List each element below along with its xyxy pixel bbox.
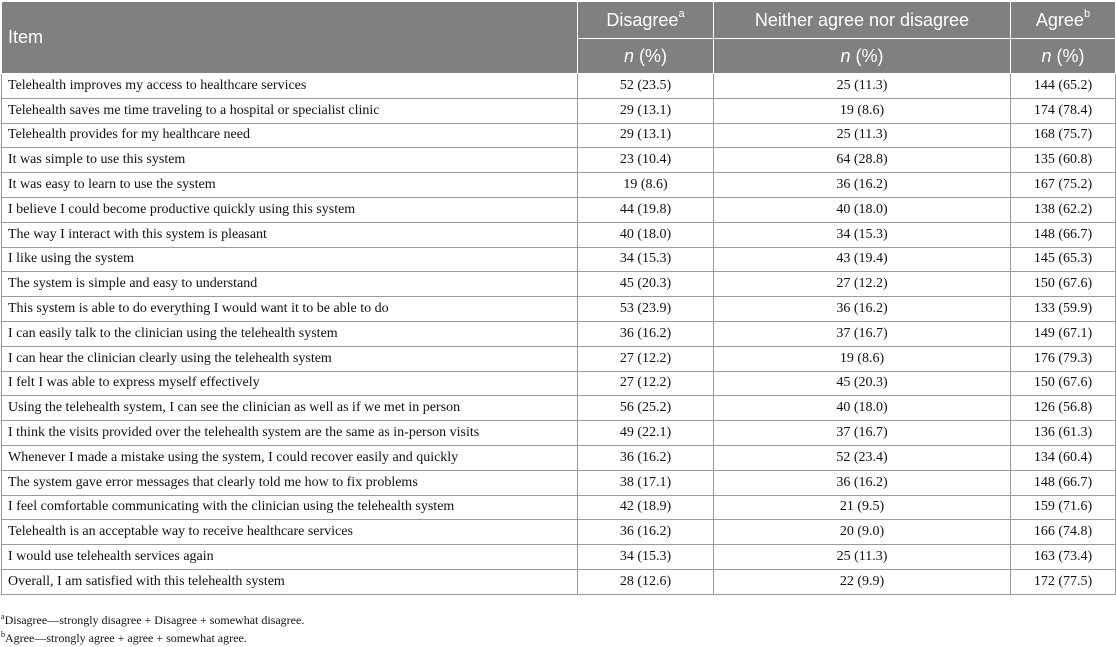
row-neither-cell: 52 (23.4) [714, 445, 1011, 470]
row-item-cell: It was easy to learn to use the system [2, 173, 578, 198]
table-row [2, 173, 1116, 198]
row-item-cell: I can hear the clinician clearly using the telehealth system [2, 346, 578, 371]
row-agree-cell: 150 (67.6) [1011, 371, 1116, 396]
row-neither-cell: 25 (11.3) [714, 545, 1011, 570]
row-neither-cell: 25 (11.3) [714, 123, 1011, 148]
row-agree-cell: 144 (65.2) [1011, 74, 1116, 99]
table-row [2, 470, 1116, 495]
subheader-agree: n (%) [1011, 39, 1116, 74]
row-disagree-cell: 19 (8.6) [578, 173, 714, 198]
row-disagree-cell: 36 (16.2) [578, 321, 714, 346]
row-agree-cell: 176 (79.3) [1011, 346, 1116, 371]
row-item-cell: I can easily talk to the clinician using the telehealth system [2, 321, 578, 346]
row-disagree-cell: 34 (15.3) [578, 247, 714, 272]
row-agree-cell: 149 (67.1) [1011, 321, 1116, 346]
subheader-neither: n (%) [714, 39, 1011, 74]
row-item-cell: I believe I could become productive quickly using this system [2, 197, 578, 222]
row-agree-cell: 133 (59.9) [1011, 297, 1116, 322]
table-row [2, 272, 1116, 297]
header-row [2, 2, 1116, 39]
row-disagree-cell: 36 (16.2) [578, 445, 714, 470]
row-neither-cell: 36 (16.2) [714, 173, 1011, 198]
row-disagree-cell: 27 (12.2) [578, 371, 714, 396]
row-item-cell: I like using the system [2, 247, 578, 272]
row-agree-cell: 138 (62.2) [1011, 197, 1116, 222]
table-row [2, 247, 1116, 272]
row-item-cell: Telehealth is an acceptable way to receive healthcare services [2, 520, 578, 545]
row-item-cell: The system is simple and easy to understand [2, 272, 578, 297]
header-agree: Agree$^b$ [1011, 2, 1116, 39]
row-item-cell: I felt I was able to express myself effectively [2, 371, 578, 396]
footnote-a: $^a$Disagree—strongly disagree + Disagree + somewhat disagree. [1, 612, 305, 627]
results-table-container [1, 1, 1115, 595]
row-disagree-cell: 44 (19.8) [578, 197, 714, 222]
row-neither-cell: 22 (9.9) [714, 569, 1011, 594]
row-item-cell: Using the telehealth system, I can see the clinician as well as if we met in person [2, 396, 578, 421]
row-disagree-cell: 53 (23.9) [578, 297, 714, 322]
results-table [1, 1, 1116, 595]
row-neither-cell: 21 (9.5) [714, 495, 1011, 520]
row-item-cell: I would use telehealth services again [2, 545, 578, 570]
row-agree-cell: 148 (66.7) [1011, 470, 1116, 495]
row-disagree-cell: 52 (23.5) [578, 74, 714, 99]
row-neither-cell: 40 (18.0) [714, 396, 1011, 421]
table-row [2, 197, 1116, 222]
row-item-cell: The system gave error messages that clearly told me how to fix problems [2, 470, 578, 495]
row-neither-cell: 37 (16.7) [714, 421, 1011, 446]
table-row [2, 371, 1116, 396]
row-neither-cell: 25 (11.3) [714, 74, 1011, 99]
table-row [2, 520, 1116, 545]
row-agree-cell: 145 (65.3) [1011, 247, 1116, 272]
row-disagree-cell: 36 (16.2) [578, 520, 714, 545]
row-agree-cell: 163 (73.4) [1011, 545, 1116, 570]
row-disagree-cell: 42 (18.9) [578, 495, 714, 520]
row-agree-cell: 148 (66.7) [1011, 222, 1116, 247]
row-neither-cell: 36 (16.2) [714, 470, 1011, 495]
row-item-cell: I think the visits provided over the telehealth system are the same as in-person visits [2, 421, 578, 446]
row-disagree-cell: 27 (12.2) [578, 346, 714, 371]
row-neither-cell: 64 (28.8) [714, 148, 1011, 173]
row-agree-cell: 134 (60.4) [1011, 445, 1116, 470]
row-item-cell: This system is able to do everything I would want it to be able to do [2, 297, 578, 322]
row-disagree-cell: 34 (15.3) [578, 545, 714, 570]
table-row [2, 445, 1116, 470]
header-disagree: Disagree$^a$ [578, 2, 714, 39]
row-agree-cell: 150 (67.6) [1011, 272, 1116, 297]
row-item-cell: I feel comfortable communicating with the clinician using the telehealth system [2, 495, 578, 520]
table-body [2, 74, 1116, 595]
table-row [2, 569, 1116, 594]
row-neither-cell: 19 (8.6) [714, 98, 1011, 123]
row-disagree-cell: 23 (10.4) [578, 148, 714, 173]
row-neither-cell: 34 (15.3) [714, 222, 1011, 247]
table-row [2, 123, 1116, 148]
table-row [2, 98, 1116, 123]
row-agree-cell: 168 (75.7) [1011, 123, 1116, 148]
row-agree-cell: 135 (60.8) [1011, 148, 1116, 173]
footnote-b: $^b$Agree—strongly agree + agree + somewhat agree. [1, 630, 247, 645]
row-neither-cell: 45 (20.3) [714, 371, 1011, 396]
row-disagree-cell: 38 (17.1) [578, 470, 714, 495]
table-row [2, 421, 1116, 446]
table-row [2, 346, 1116, 371]
row-disagree-cell: 29 (13.1) [578, 123, 714, 148]
row-neither-cell: 40 (18.0) [714, 197, 1011, 222]
row-agree-cell: 159 (71.6) [1011, 495, 1116, 520]
row-disagree-cell: 56 (25.2) [578, 396, 714, 421]
header-item: Item [2, 2, 578, 74]
row-agree-cell: 126 (56.8) [1011, 396, 1116, 421]
row-agree-cell: 172 (77.5) [1011, 569, 1116, 594]
row-neither-cell: 20 (9.0) [714, 520, 1011, 545]
row-disagree-cell: 29 (13.1) [578, 98, 714, 123]
table-row [2, 297, 1116, 322]
row-neither-cell: 36 (16.2) [714, 297, 1011, 322]
row-item-cell: Telehealth saves me time traveling to a hospital or specialist clinic [2, 98, 578, 123]
row-item-cell: Telehealth improves my access to healthcare services [2, 74, 578, 99]
subheader-disagree: n (%) [578, 39, 714, 74]
footnotes [1, 608, 304, 644]
row-disagree-cell: 28 (12.6) [578, 569, 714, 594]
header-neither: Neither agree nor disagree [714, 2, 1011, 39]
table-row [2, 74, 1116, 99]
table-row [2, 495, 1116, 520]
row-agree-cell: 174 (78.4) [1011, 98, 1116, 123]
table-row [2, 545, 1116, 570]
row-item-cell: Overall, I am satisfied with this telehealth system [2, 569, 578, 594]
table-row [2, 148, 1116, 173]
table-row [2, 321, 1116, 346]
row-item-cell: Telehealth provides for my healthcare need [2, 123, 578, 148]
row-neither-cell: 27 (12.2) [714, 272, 1011, 297]
row-neither-cell: 19 (8.6) [714, 346, 1011, 371]
row-item-cell: Whenever I made a mistake using the system, I could recover easily and quickly [2, 445, 578, 470]
row-agree-cell: 167 (75.2) [1011, 173, 1116, 198]
row-disagree-cell: 40 (18.0) [578, 222, 714, 247]
table-row [2, 396, 1116, 421]
row-disagree-cell: 49 (22.1) [578, 421, 714, 446]
row-neither-cell: 37 (16.7) [714, 321, 1011, 346]
row-agree-cell: 136 (61.3) [1011, 421, 1116, 446]
row-item-cell: It was simple to use this system [2, 148, 578, 173]
row-item-cell: The way I interact with this system is pleasant [2, 222, 578, 247]
row-agree-cell: 166 (74.8) [1011, 520, 1116, 545]
row-neither-cell: 43 (19.4) [714, 247, 1011, 272]
table-row [2, 222, 1116, 247]
row-disagree-cell: 45 (20.3) [578, 272, 714, 297]
